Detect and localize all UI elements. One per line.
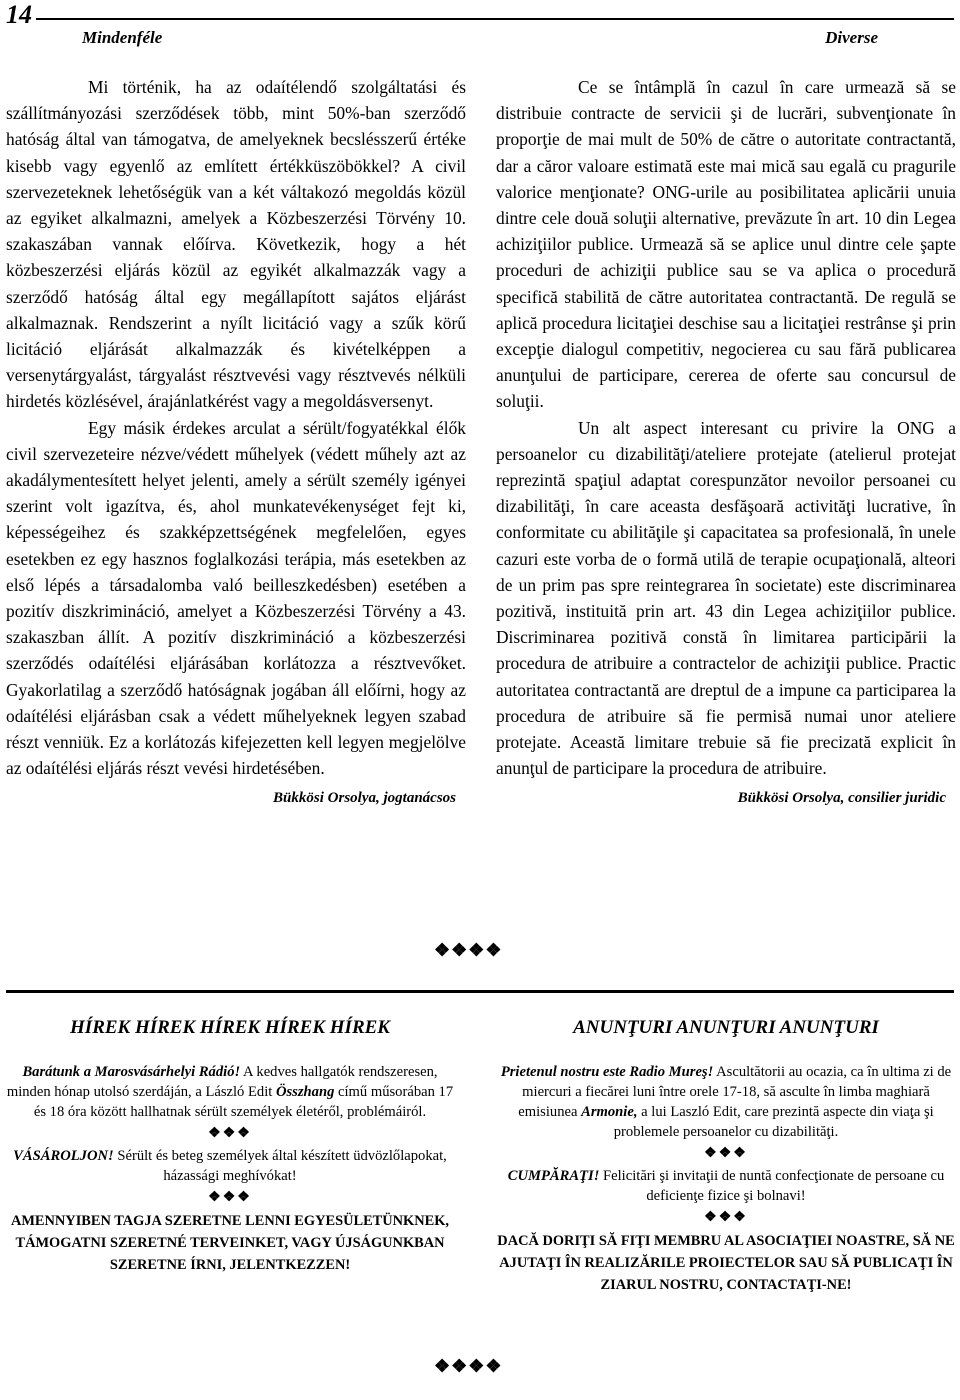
program-name: Összhang	[275, 1084, 335, 1100]
news-heading: ANUNŢURI ANUNŢURI ANUNŢURI	[573, 1017, 879, 1038]
section-title-hungarian: Mindenféle	[82, 28, 163, 47]
news-item-text: Sérült és beteg személyek által készített üdvözlőlapokat, házassági meghívókat!	[113, 1148, 447, 1184]
section-title-romanian: Diverse	[825, 28, 878, 47]
membership-call: AMENNYIBEN TAGJA SZERETNE LENNI EGYESÜLETÜNKNEK, TÁMOGATNI SZERETNÉ TERVEINKET, VAGY ÚJSÁGUNKBAN SZERETNE ÍRNI, JELENTKEZZEN!	[10, 1213, 450, 1273]
news-item-buy	[496, 1166, 956, 1206]
news-romanian	[496, 1018, 956, 1296]
section-rule	[6, 990, 954, 993]
news-item-lead: Prietenul nostru este Radio Mureş!	[500, 1064, 714, 1080]
article-romanian	[496, 74, 956, 812]
news-item-lead: Barátunk a Marosvásárhelyi Rádió!	[22, 1064, 241, 1080]
news-heading: HÍREK HÍREK HÍREK HÍREK HÍREK	[70, 1017, 390, 1038]
news-item-radio	[0, 1062, 460, 1122]
news-item-lead: CUMPĂRAŢI!	[507, 1168, 600, 1184]
article-signature: Bükkösi Orsolya, consilier juridic	[737, 790, 946, 807]
ornament-divider: ❖❖❖❖	[434, 940, 503, 960]
page-number: 14	[6, 0, 32, 29]
program-name: Armonie,	[581, 1104, 638, 1120]
article-paragraph: Mi történik, ha az odaítélendő szolgáltatási és szállítmányozási szerződések több, mint 50%-ban szerződő hatóság által van támogatva, de amelyeknek becslésszerű értéke kisebb vagy egyenlő az említett értékküszöbökkel? A civil szervezeteknek lehetőségük van a két váltakozó megoldás közül az egyiket alkalmazni, amelyek a Közbeszerzési Törvény 10. szakaszában vannak előírva. Következik, hogy a hét közbeszerzési eljárás közül az egyikét alkalmazzák vagy a szerződő hatóság által egy megállapított sajátos eljárást alkalmaznak. Rendszerint a nyílt licitáció vagy a szűk körű licitáció eljárását alkalmazzák és kivételképpen a versenytárgyalást, tárgyalást résztvevési vagy résztvevés nélküli hirdetés közlésével, árajánlatkérést vagy a megoldásversenyt.	[6, 77, 466, 412]
news-item-text: című műsorában 17 és 18 óra között hallhatnak sérült személyek életéről, problémáiról.	[33, 1084, 454, 1120]
article-paragraph: Egy másik érdekes arculat a sérült/fogyatékkal élők civil szervezeteire nézve/védett műhelyek (védett műhely azt az akadálymentesített helyet jelenti, amely a sérült személy igényei szerint volt igazítva, és, ahol munkatevékenységet fejt ki, képességeihez és szakképzettségének megfelelően, egyes esetekben ez egy hasznos foglalkozási terápia, más esetekben az első lépés a társadalomba való beilleszkedésben) esetében a pozitív diszkrimináció, amelyet a Közbeszerzési Törvény a 43. szakaszban állít. A pozitív diszkrimináció a közbeszerzési szerződés odaítélési eljárásában korlátozza a résztvevőket. Gyakorlatilag a szerződő hatóságnak jogában áll előírni, hogy az odaítélési eljárásban csak a védett műhelyeknek legyen szabad részt venniük. Ez a korlátozás kifejezetten kell legyen megjelölve az odaítélési eljárás részt vevési hirdetésében.	[6, 417, 466, 779]
article-signature: Bükkösi Orsolya, jogtanácsos	[273, 790, 456, 807]
ornament-small: ❖❖❖	[208, 1126, 252, 1141]
news-item-text: a lui Laszló Edit, care prezintă aspecte din viaţa şi problemele persoanelor cu dizabilităţi.	[613, 1104, 934, 1140]
news-item-text: A kedves hallgatók rendszeresen, minden hónap utolsó szerdáján, a László Edit	[6, 1064, 438, 1100]
news-item-text: Ascultătorii au ocazia, ca în ultima zi de miercuri a fiecărei luni între orele 17-18, să asculte în limba maghiară emisiunea	[518, 1064, 952, 1120]
news-item-lead: VÁSÁROLJON!	[13, 1148, 114, 1164]
news-item-radio	[496, 1062, 956, 1142]
article-paragraph: Un alt aspect interesant cu privire la ONG a persoanelor cu dizabilităţi/ateliere protejate (atelierul protejat reprezintă spaţiul adaptat corespunzător nevoilor persoanei cu dizabilităţi, în care aceasta desfăşoară activităţi lucrative, în conformitate cu abilităţile şi capacitatea sa profesională, în unele cazuri este vorba de o formă utilă de terapie ocupaţională, alteori de un prim pas spre reintegrarea în societate) este discriminarea pozitivă, instituită prin art. 43 din Legea achiziţiilor publice. Discriminarea pozitivă constă în limitarea participării la procedura de atribuire a contractelor de achiziţii publice. Practic autoritatea contractantă are dreptul de a impune ca participarea la procedura de atribuire să fie permisă numai unor ateliere protejate. Această limitare trebuie să fie precizată explicit în anunţul de participare la procedura de atribuire.	[496, 417, 956, 779]
news-hungarian	[0, 1018, 460, 1276]
membership-call: DACĂ DORIŢI SĂ FIŢI MEMBRU AL ASOCIAŢIEI NOASTRE, SĂ NE AJUTAŢI ÎN REALIZĂRILE PROIECTELOR SAU SĂ PUBLICAŢI ÎN ZIARUL NOSTRU, CONTACTAŢI-NE!	[497, 1233, 955, 1293]
news-item-buy	[0, 1146, 460, 1186]
ornament-small: ❖❖❖	[704, 1146, 748, 1161]
ornament-small: ❖❖❖	[208, 1190, 252, 1205]
article-paragraph: Ce se întâmplă în cazul în care urmează să se distribuie contracte de servicii şi de lucrări, subvenţionate în proporţie de mai mult de 50% de către o autoritate contractantă, dar a căror valoare estimată este mai mică sau egală cu pragurile valorice menţionate? ONG-urile au posibilitatea aplicării unuia dintre cele două soluţii alternative, prevăzute în art. 10 din Legea achiziţiilor publice. Urmează să se aplice unul dintre cele şapte proceduri de achiziţii publice sau se va aplica o procedură specifică stabilită de către autoritatea contractantă. De regulă se aplică procedura licitaţiei deschise sau a licitaţiei restrânse şi prin excepţie dialogul competitiv, negocierea cu sau fără publicarea anunţului de participare, cererea de oferte sau concursul de soluţii.	[496, 77, 956, 412]
top-rule	[36, 18, 954, 20]
article-hungarian	[6, 74, 466, 812]
news-item-text: Felicitări şi invitaţii de nuntă confecţionate de persoane cu deficienţe fizice şi bolnavi!	[599, 1168, 945, 1204]
ornament-small: ❖❖❖	[704, 1210, 748, 1225]
ornament-footer: ❖❖❖❖	[434, 1356, 503, 1376]
